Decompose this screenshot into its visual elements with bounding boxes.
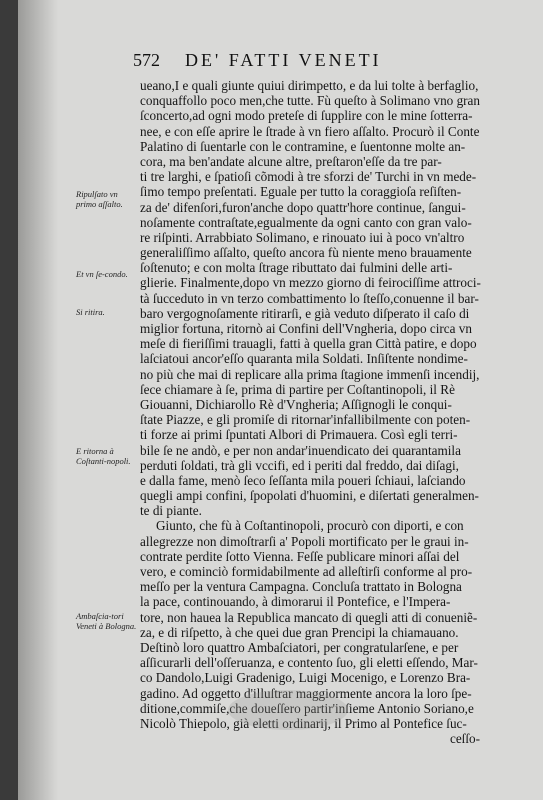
- text-line: meſſo per la ventura Campagna. Concluſa trattato in Bologna: [140, 579, 462, 595]
- text-line: ſtate Piazze, e gli promiſe di ritornar'infallibilmente con poten-: [140, 412, 471, 428]
- text-line: e dalla fame, menò ſeco ſeſſanta mila poueri ſchiaui, laſciando: [140, 472, 466, 488]
- text-line: baro vergognoſamente ritirarſi, e già veduto diſperato il caſo di: [140, 305, 470, 321]
- text-line: ti forze ai primi ſpuntati Albori di Primauera. Così egli terri-: [140, 427, 458, 443]
- text-line: Palatino di ſuentarle con le contramine, e ſuentonne molte an-: [140, 138, 466, 154]
- text-line: tà ſucceduto in vn terzo combattimento lo ſteſſo,conuenne il bar-: [140, 290, 479, 306]
- text-line: Giouanni, Dichiarollo Rè d'Vngheria; Aſſignogli le conqui-: [140, 396, 452, 412]
- text-line: nee, e con eſſe aprire le ſtrade à vn fiero aſſalto. Procurò il Conte: [140, 123, 480, 139]
- text-line: cora, ma ben'andate alcune altre, preſtaron'eſſe da tre par-: [140, 153, 442, 169]
- text-line: meſe di fieriſſimi trauagli, fatti à quella gran Città patire, e dopo: [140, 336, 477, 352]
- text-line: generaliſſimo aſſalto, queſto ancora fù niente meno brauamente: [140, 245, 472, 261]
- text-line: gadino. Ad oggetto d'illuſtrar maggiormente ancora la loro ſpe-: [140, 685, 472, 701]
- text-line: tore, non hauea la Republica mancato di quegli atti di conueniẽ-: [140, 609, 478, 625]
- text-line: ſoſtenuto; e con molta ſtrage ributtato dai fulmini delle arti-: [140, 260, 453, 276]
- margin-note: Ripulſato vn primo aſſalto.: [76, 189, 123, 209]
- paper-stain: [228, 690, 348, 730]
- text-line: Deſtinò loro quattro Ambaſciatori, per congratularſene, e per: [140, 639, 459, 655]
- text-line: contrate perdite ſotto Vienna. Feſſe publicare minori aſſai del: [140, 548, 460, 564]
- text-line: no più che mai di replicare alla prima ſtagione immenſi incendij,: [140, 366, 480, 382]
- text-line: la pace, continouando, à dimorarui il Pontefice, e l'Impera-: [140, 594, 451, 610]
- text-line: allegrezze non dimoſtrarſi a' Popoli mortificato per le graui in-: [140, 533, 469, 549]
- margin-note: Si ritira.: [76, 307, 105, 317]
- body-text: [140, 78, 488, 746]
- text-line: glierie. Finalmente,dopo vn mezzo giorno di feirociſſime attroci-: [140, 275, 481, 291]
- text-line: te di piante.: [140, 503, 202, 519]
- text-line: vero, e cominciò formidabilmente ad alleſtirſi conforme al pro-: [140, 564, 473, 579]
- text-line: ti tre larghi, e ſpatioſi cõmodi à tre sforzi de' Turchi in vn mede-: [140, 169, 477, 185]
- text-line: miglior fortuna, ritornò ai Confini dell'Vngheria, dopo circa vn: [140, 321, 472, 336]
- text-line: ceſſo-: [449, 731, 480, 747]
- margin-note: E ritorna à Coſtanti-nopoli.: [76, 446, 131, 466]
- page-number: 572: [133, 50, 160, 70]
- running-title: DE' FATTI VENETI: [185, 50, 382, 70]
- text-line: Giunto, che fù à Coſtantinopoli, procurò con diporti, e con: [156, 518, 464, 534]
- text-line: conquaffollo poco men,che tutte. Fù queſto à Solimano vno gran: [140, 93, 480, 109]
- text-line: laſciatoui ancor'eſſo quaranta mila Soldati. Inſiſtente nondime-: [140, 351, 468, 367]
- text-line: ueano,I e quali giunte quiui dirimpetto, e da lui tolte à berfaglio,: [140, 78, 479, 93]
- book-page: [18, 0, 543, 800]
- page-header: [133, 50, 473, 71]
- margin-note: Et vn ſe-condo.: [76, 269, 128, 279]
- text-line: bile ſe ne andò, e per non andar'inuendicato dei quarantamila: [140, 442, 461, 458]
- text-line: noſamente contraſtate,egualmente da ogni canto con gran valo-: [140, 214, 472, 230]
- text-line: perduti ſoldati, trà gli vccifi, ed i periti dal freddo, dai diſagi,: [140, 457, 459, 473]
- text-line: za, e di riſpetto, à che quei due gran Prencipi la chiamauano.: [140, 624, 459, 640]
- text-line: ſimo tempo preſentati. Eguale per tutto la coraggioſa reſiſten-: [140, 184, 462, 200]
- text-line: aſſicurarli dell'oſſeruanza, e contento ſuo, gli eletti eſſendo, Mar-: [140, 655, 478, 671]
- text-line: ſece chiamare à ſe, prima di partire per Coſtantinopoli, il Rè: [140, 381, 455, 397]
- text-line: za de' difenſori,furon'anche dopo quattr'hore continue, ſangui-: [140, 199, 466, 215]
- text-line: quegli ampi confini, ſpopolati d'huomini, e diſertati generalmen-: [140, 488, 479, 504]
- text-line: ſconcerto,ad ogni modo preteſe di ſupplire con le mine ſotterra-: [140, 108, 473, 124]
- text-line: ditione,commiſe,che doueſſero partir'inſieme Antonio Soriano,e: [140, 700, 474, 716]
- text-line: re riſpinti. Arrabbiato Solimano, e rinouato iui à poco vn'altro: [140, 229, 465, 245]
- text-line: Nicolò Thiepolo, già eletti ordinarij, il Primo al Pontefice ſuc-: [140, 715, 467, 731]
- text-line: co Dandolo,Luigi Gradenigo, Luigi Mocenigo, e Lorenzo Bra-: [140, 670, 471, 686]
- margin-note: Ambaſcia-tori Veneti à Bologna.: [76, 611, 137, 631]
